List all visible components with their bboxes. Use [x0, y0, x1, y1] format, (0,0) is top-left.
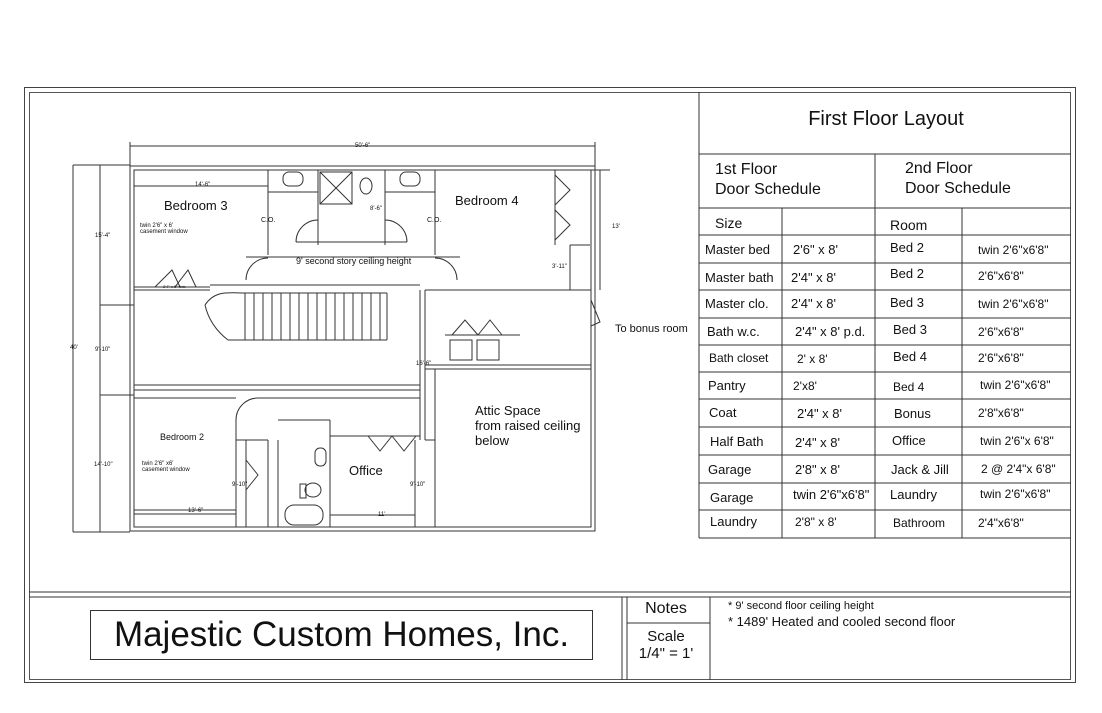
- scale-block: [628, 628, 704, 662]
- first-floor-header-line1: 1st Floor: [715, 161, 778, 178]
- overall-width-dimension: 50'-6": [355, 143, 371, 149]
- overall-height-dimension: 40': [70, 345, 78, 351]
- first-floor-size-cell: 2'4" x 8': [791, 270, 836, 285]
- bed2-window-note: [142, 461, 190, 473]
- second-floor-size-cell: twin 2'6"x6'8": [980, 487, 1051, 501]
- attic-line3: below: [475, 433, 509, 448]
- cleanout-label-right: C.O.: [427, 217, 442, 224]
- second-floor-schedule-header: [905, 159, 1011, 199]
- layout-title: First Floor Layout: [808, 108, 964, 130]
- second-floor-room-cell: Bed 2: [890, 240, 924, 255]
- second-floor-room-cell: Office: [892, 433, 926, 448]
- first-floor-room-cell: Master bed: [705, 242, 771, 257]
- scale-label: Scale: [647, 628, 685, 645]
- first-floor-room-cell: Bath w.c.: [707, 324, 760, 339]
- second-floor-room-cell: Bonus: [894, 406, 931, 421]
- second-floor-size-cell: twin 2'6"x6'8": [978, 243, 1049, 257]
- second-floor-header-line1: 2nd Floor: [905, 160, 973, 177]
- second-floor-size-cell: 2'6"x6'8": [978, 325, 1024, 339]
- stair-height-dimension: 16'-6": [416, 361, 432, 367]
- first-floor-schedule-header: [715, 160, 821, 200]
- first-floor-size-cell: 2'4" x 8' p.d.: [795, 324, 866, 339]
- bath-dimension: 8'-6": [370, 206, 382, 212]
- first-floor-size-cell: 2' x 8': [797, 352, 828, 366]
- second-floor-room-cell: Jack & Jill: [891, 462, 949, 477]
- notes-label: Notes: [645, 600, 687, 617]
- second-floor-size-cell: 2'6"x6'8": [978, 351, 1024, 365]
- bed2-window-line1: twin 2'6" x6': [142, 461, 174, 467]
- second-floor-room-cell: Bed 3: [893, 322, 927, 337]
- cleanout-label-left: C.O.: [261, 217, 276, 224]
- first-floor-room-cell: Garage: [708, 462, 752, 477]
- bed3-window-note: [140, 223, 188, 235]
- room-label-attic: [475, 403, 581, 448]
- first-floor-size-cell: 2'8" x 8': [795, 462, 840, 477]
- first-floor-room-cell: Pantry: [708, 378, 746, 393]
- room-label-bedroom3: Bedroom 3: [164, 198, 228, 213]
- bed2-width-dimension: 13'-6": [188, 508, 204, 514]
- note-heated-area: * 1489' Heated and cooled second floor: [728, 614, 956, 629]
- first-floor-room-cell: Half Bath: [710, 434, 764, 449]
- shelf-note: 2'4" x 6" fixtr.: [163, 284, 186, 289]
- first-floor-room-cell: Laundry: [710, 514, 757, 529]
- attic-line1: Attic Space: [475, 403, 541, 418]
- bed2-height-dimension: 14'-10": [94, 462, 113, 468]
- second-floor-size-cell: 2'6"x6'8": [978, 269, 1024, 283]
- bed3-height-dimension: 15'-4": [95, 233, 111, 239]
- second-floor-size-cell: twin 2'6"x 6'8": [980, 434, 1054, 448]
- first-floor-room-cell: Master clo.: [705, 296, 769, 311]
- second-floor-room-cell: Bathroom: [893, 516, 946, 530]
- hall-height-dimension: 9'-10": [95, 347, 111, 353]
- company-name: Majestic Custom Homes, Inc.: [90, 610, 593, 660]
- size-column-header: Size: [715, 215, 743, 231]
- note-ceiling-height: * 9' second floor ceiling height: [728, 600, 874, 612]
- first-floor-size-cell: 2'4" x 8': [797, 406, 842, 421]
- bed2-window-line2: casement window: [142, 467, 190, 473]
- first-floor-size-cell: 2'x8': [793, 379, 817, 393]
- second-floor-room-cell: Bed 3: [890, 295, 924, 310]
- second-floor-header-line2: Door Schedule: [905, 180, 1011, 197]
- room-label-office: Office: [349, 463, 383, 478]
- first-floor-room-cell: Coat: [709, 405, 737, 420]
- first-floor-size-cell: 2'4" x 8': [791, 296, 836, 311]
- second-floor-size-cell: 2'8"x6'8": [978, 406, 1024, 420]
- second-floor-room-cell: Laundry: [890, 487, 937, 502]
- office-width-dimension: 11': [378, 512, 386, 518]
- second-floor-room-cell: Bed 4: [893, 380, 925, 394]
- bed3-window-line2: casement window: [140, 229, 188, 235]
- second-floor-size-cell: twin 2'6"x6'8": [980, 378, 1051, 392]
- closet-dimension: 3'-11": [552, 264, 567, 270]
- first-floor-size-cell: 2'6" x 8': [793, 242, 838, 257]
- bed3-window-line1: twin 2'6" x 6': [140, 223, 174, 229]
- second-floor-room-cell: Bed 4: [893, 349, 927, 364]
- ceiling-height-note: 9' second story ceiling height: [296, 256, 412, 266]
- small-closet-dimension: 9'-10": [232, 482, 248, 488]
- first-floor-size-cell: 2'4" x 8': [795, 435, 840, 450]
- first-floor-size-cell: 2'8" x 8': [795, 515, 837, 529]
- first-floor-size-cell: twin 2'6"x6'8": [793, 487, 870, 502]
- room-label-bedroom4: Bedroom 4: [455, 193, 519, 208]
- bed4-height-dimension: 13': [612, 224, 620, 230]
- room-label-bedroom2: Bedroom 2: [160, 432, 205, 442]
- second-floor-size-cell: twin 2'6"x6'8": [978, 297, 1049, 311]
- second-floor-room-cell: Bed 2: [890, 266, 924, 281]
- attic-line2: from raised ceiling: [475, 418, 581, 433]
- first-floor-header-line2: Door Schedule: [715, 181, 821, 198]
- second-floor-size-cell: 2'4"x6'8": [978, 516, 1024, 530]
- room-column-header: Room: [890, 217, 928, 233]
- first-floor-room-cell: Bath closet: [709, 351, 769, 365]
- office-height-dimension: 9'-10": [410, 482, 426, 488]
- scale-value: 1/4" = 1': [638, 645, 694, 662]
- bed3-width-dimension: 14'-6": [195, 182, 211, 188]
- second-floor-size-cell: 2 @ 2'4"x 6'8": [981, 462, 1056, 476]
- first-floor-room-cell: Master bath: [705, 270, 774, 285]
- first-floor-room-cell: Garage: [710, 490, 754, 505]
- to-bonus-room-label: To bonus room: [615, 323, 688, 335]
